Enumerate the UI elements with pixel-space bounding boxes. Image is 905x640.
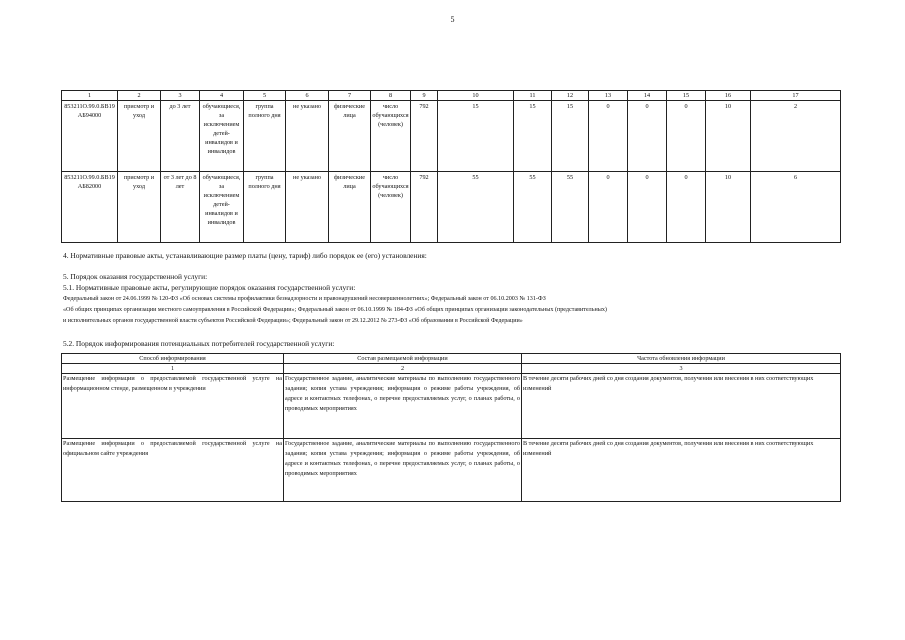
column-number: 1: [62, 91, 118, 101]
value-cell: 15: [552, 101, 589, 172]
column-header: Состав размещаемой информации: [284, 354, 522, 364]
okei-code: 792: [411, 172, 438, 243]
column-number: 7: [329, 91, 371, 101]
column-number: 6: [286, 91, 329, 101]
table-row: [62, 374, 841, 439]
law-line: Федеральный закон от 24.06.1999 № 120-ФЗ «Об основах системы профилактики безнадзорности и правонарушений несовершеннолетних»; Федеральный закон от 06.10.2003 № 131-ФЗ: [63, 296, 546, 302]
table-row: [62, 101, 841, 172]
column-number: 17: [751, 91, 841, 101]
indicator-name: число обучающихся (человек): [371, 101, 411, 172]
value-cell: 2: [751, 101, 841, 172]
table-number-row: [62, 364, 841, 374]
service-name: присмотр и уход: [118, 172, 161, 243]
value-cell: 10: [706, 101, 751, 172]
update-frequency: В течение десяти рабочих дней со дня создания документов, получения или внесения в них соответствующих изменений: [522, 374, 841, 439]
registry-code: 853211О.99.0.БВ19АБ82000: [62, 172, 118, 243]
age-group: от 3 лет до 8 лет: [161, 172, 200, 243]
column-number: 15: [667, 91, 706, 101]
law-line: «Об общих принципах организации местного самоуправления в Российской Федерации»; Федеральный закон от 06.10.1999 № 184-ФЗ «Об общих принципах организации законодательных (представительных): [63, 307, 607, 313]
value-cell: 55: [514, 172, 552, 243]
column-number: 4: [200, 91, 244, 101]
informing-table: [61, 353, 841, 502]
value-cell: 0: [667, 172, 706, 243]
indicator-name: число обучающихся (человек): [371, 172, 411, 243]
section-5-2-heading: 5.2. Порядок информирования потенциальных потребителей государственной услуги:: [63, 339, 335, 348]
page-number: 5: [450, 15, 455, 24]
column-number: 16: [706, 91, 751, 101]
value-cell: 55: [438, 172, 514, 243]
section-4-heading: 4. Нормативные правовые акты, устанавливающие размер платы (цену, тариф) либо порядок ее (его) установления:: [63, 251, 427, 260]
column-number: 1: [62, 364, 284, 374]
column-number: 3: [161, 91, 200, 101]
service-name: присмотр и уход: [118, 101, 161, 172]
information-content: Государственное задание, аналитические материалы по выполнению государственного задания; копия устава учреждения; информация о режиме работы учреждения, об адресе и контактных телефонах, о перечне предоставляемых услуг, о планах работы, о проводимых мероприятиях: [284, 439, 522, 502]
consumer-category: обучающиеся, за исключением детей-инвалидов и инвалидов: [200, 172, 244, 243]
law-line: и исполнительных органов государственной власти субъектов Российской Федерации»; Федеральный закон от 29.12.2012 № 273-ФЗ «Об образовании в Российской Федерации»: [63, 318, 523, 324]
age-group: до 3 лет: [161, 101, 200, 172]
value-cell: 6: [751, 172, 841, 243]
table-header-row: [62, 91, 841, 101]
column-number: 2: [118, 91, 161, 101]
unspecified-value: не указано: [286, 172, 329, 243]
value-cell: 0: [667, 101, 706, 172]
okei-code: 792: [411, 101, 438, 172]
informing-method: Размещение информации о предоставляемой государственной услуге на информационном стенде, размещенном в учреждении: [62, 374, 284, 439]
stay-mode: группа полного дня: [244, 172, 286, 243]
volume-indicators-table: [61, 90, 841, 243]
registry-code: 853211О.99.0.БВ19АБ94000: [62, 101, 118, 172]
column-number: 11: [514, 91, 552, 101]
table-row: [62, 439, 841, 502]
consumer-type: физические лица: [329, 101, 371, 172]
unspecified-value: не указано: [286, 101, 329, 172]
column-number: 14: [628, 91, 667, 101]
section-5-heading: 5. Порядок оказания государственной услуги:: [63, 272, 208, 281]
value-cell: 0: [628, 172, 667, 243]
column-number: 12: [552, 91, 589, 101]
column-number: 13: [589, 91, 628, 101]
value-cell: 10: [706, 172, 751, 243]
column-number: 5: [244, 91, 286, 101]
value-cell: 0: [589, 101, 628, 172]
section-5-1-heading: 5.1. Нормативные правовые акты, регулирующие порядок оказания государственной услуги:: [63, 283, 356, 292]
consumer-type: физические лица: [329, 172, 371, 243]
value-cell: 15: [514, 101, 552, 172]
update-frequency: В течение десяти рабочих дней со дня создания документов, получения или внесения в них соответствующих изменений: [522, 439, 841, 502]
informing-method: Размещение информации о предоставляемой государственной услуге на официальном сайте учреждения: [62, 439, 284, 502]
value-cell: 0: [628, 101, 667, 172]
column-header: Способ информирования: [62, 354, 284, 364]
column-number: 9: [411, 91, 438, 101]
column-number: 3: [522, 364, 841, 374]
value-cell: 0: [589, 172, 628, 243]
column-number: 2: [284, 364, 522, 374]
column-number: 10: [438, 91, 514, 101]
value-cell: 55: [552, 172, 589, 243]
column-number: 8: [371, 91, 411, 101]
stay-mode: группа полного дня: [244, 101, 286, 172]
value-cell: 15: [438, 101, 514, 172]
table-row: [62, 172, 841, 243]
table-header-row: [62, 354, 841, 364]
information-content: Государственное задание, аналитические материалы по выполнению государственного задания; копия устава учреждения; информация о режиме работы учреждения, об адресе и контактных телефонах, о перечне предоставляемых услуг, о планах работы, о проводимых мероприятиях: [284, 374, 522, 439]
column-header: Частота обновления информации: [522, 354, 841, 364]
consumer-category: обучающиеся, за исключением детей-инвалидов и инвалидов: [200, 101, 244, 172]
